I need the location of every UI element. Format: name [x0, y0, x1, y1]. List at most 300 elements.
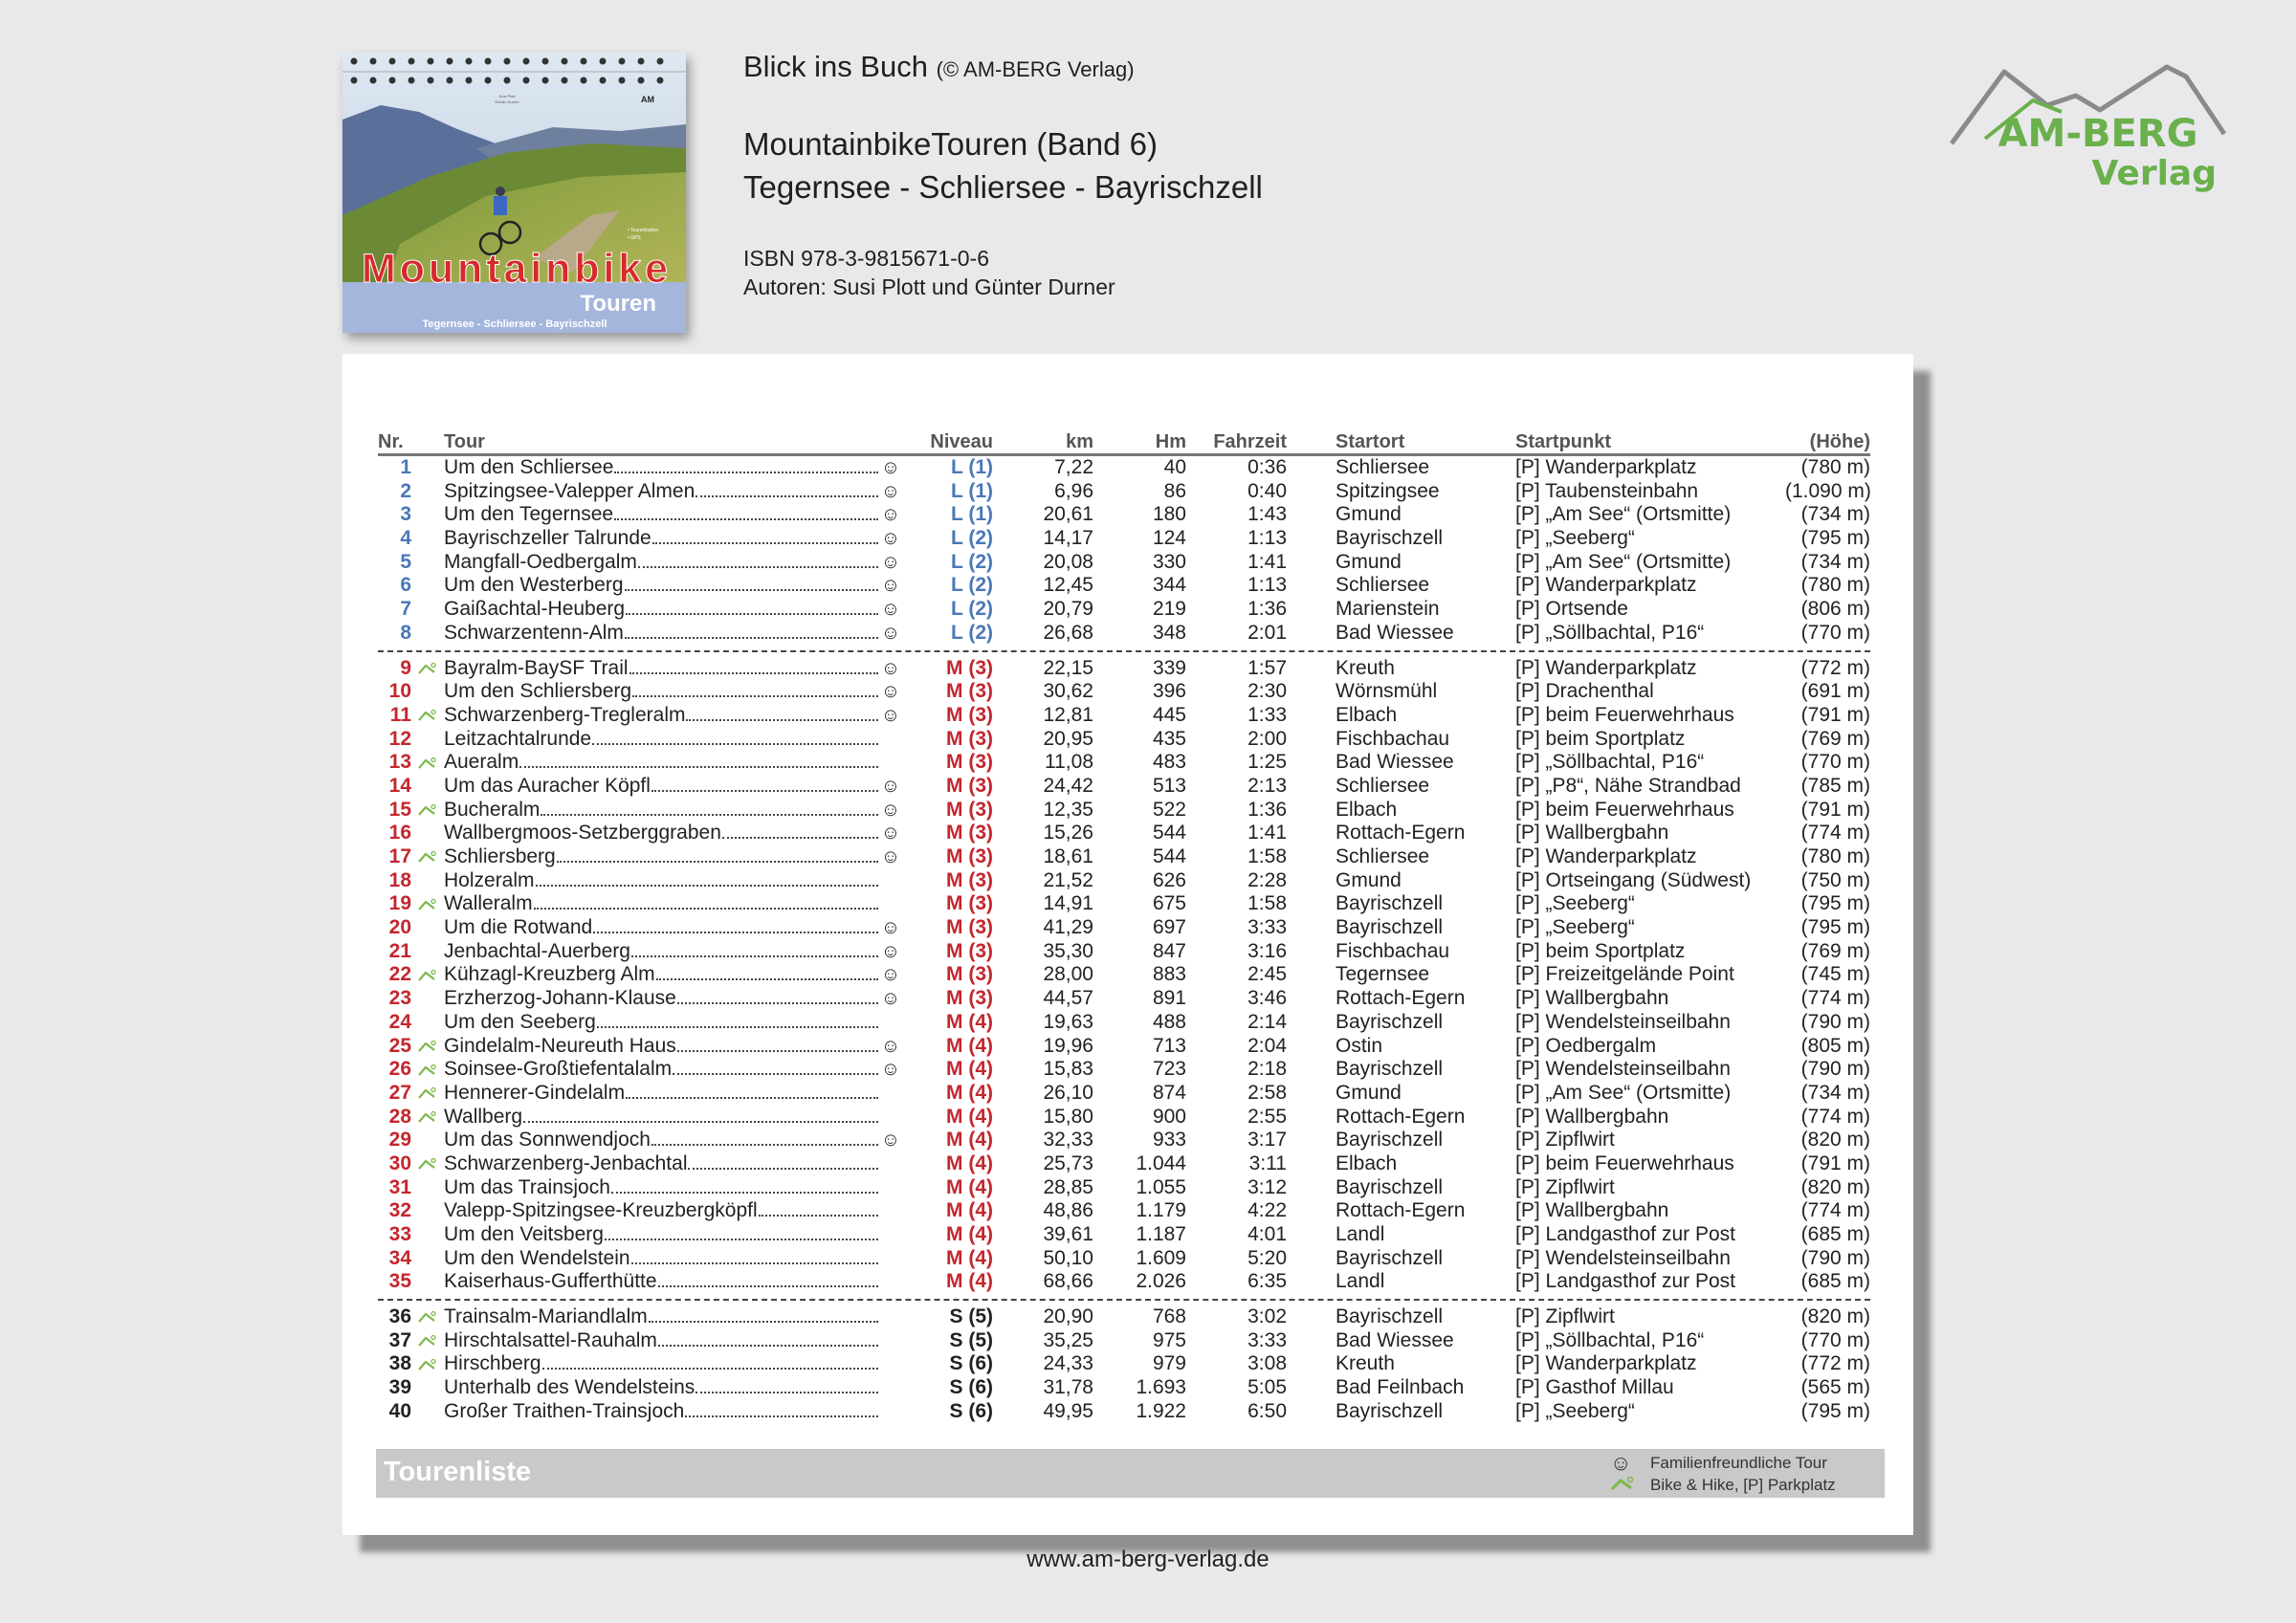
elevation-hm: 396: [1152, 680, 1186, 703]
distance-km: 26,10: [1043, 1081, 1093, 1104]
niveau: M (4): [946, 1129, 993, 1151]
dot-leader: [536, 885, 878, 887]
section-title: Tourenliste: [384, 1457, 532, 1487]
dot-leader: [651, 790, 878, 792]
dot-leader: [557, 861, 878, 863]
tour-name[interactable]: Unterhalb des Wendelsteins: [444, 1376, 695, 1399]
start-point: [P] Wanderparkplatz: [1515, 574, 1697, 597]
smiley-icon: ☺: [880, 504, 901, 526]
table-row[interactable]: [378, 728, 1870, 752]
bike-hike-icon: [411, 662, 444, 675]
distance-km: 20,61: [1043, 503, 1093, 526]
copyright-note: (© AM-BERG Verlag): [936, 57, 1135, 81]
ride-time: 1:13: [1247, 574, 1287, 597]
start-town: Rottach-Egern: [1336, 1199, 1466, 1222]
tour-name[interactable]: Um den Wendelstein: [444, 1246, 630, 1269]
tour-name-cell: [444, 1035, 880, 1059]
elevation-hm: 626: [1152, 868, 1186, 891]
elevation-hm: 847: [1152, 939, 1186, 962]
niveau: S (6): [949, 1376, 993, 1399]
tour-name[interactable]: Hirschtalsattel-Rauhalm: [444, 1328, 657, 1351]
dot-leader: [614, 518, 878, 520]
niveau: M (4): [946, 1058, 993, 1081]
tour-name[interactable]: Um den Schliersee: [444, 456, 614, 478]
tour-name[interactable]: Um den Schliersberg: [444, 680, 632, 703]
ride-time: 1:36: [1247, 598, 1287, 621]
start-point: [P] beim Feuerwehrhaus: [1515, 703, 1734, 726]
ride-time: 1:58: [1247, 892, 1287, 915]
start-point: [P] Wallbergbahn: [1515, 987, 1669, 1010]
tour-name-cell: [444, 775, 880, 799]
start-altitude: (790 m): [1800, 1058, 1870, 1081]
tour-name[interactable]: Um den Westerberg: [444, 574, 624, 597]
tour-number: 29: [388, 1129, 411, 1151]
col-header-km: km: [1066, 431, 1093, 452]
tour-name[interactable]: Hirschberg: [444, 1352, 541, 1375]
tour-name-cell: [444, 799, 880, 822]
cover-region: Tegernsee - Schliersee - Bayrischzell: [422, 318, 607, 330]
niveau: S (6): [949, 1399, 993, 1422]
elevation-hm: 219: [1152, 598, 1186, 621]
start-town: Gmund: [1336, 503, 1402, 526]
tour-name[interactable]: Spitzingsee-Valepper Almen: [444, 479, 695, 502]
legend-family: Familienfreundliche Tour: [1650, 1454, 1827, 1472]
niveau: M (3): [946, 751, 993, 774]
start-altitude: (774 m): [1800, 987, 1870, 1010]
tour-name[interactable]: Wallbergmoos-Setzberggraben: [444, 822, 721, 844]
distance-km: 18,61: [1043, 845, 1093, 867]
start-altitude: (774 m): [1800, 822, 1870, 844]
ride-time: 1:13: [1247, 527, 1287, 550]
start-town: Wörnsmühl: [1336, 680, 1438, 703]
smiley-icon: ☺: [880, 599, 901, 621]
smiley-icon: ☺: [880, 1035, 901, 1057]
smiley-icon: ☺: [880, 775, 901, 797]
col-header-fahrzeit: Fahrzeit: [1213, 431, 1287, 452]
start-altitude: (780 m): [1800, 845, 1870, 867]
table-row[interactable]: [378, 657, 1870, 681]
table-row[interactable]: [378, 456, 1870, 480]
distance-km: 20,08: [1043, 550, 1093, 573]
start-town: Bayrischzell: [1336, 892, 1444, 915]
distance-km: 12,81: [1043, 703, 1093, 726]
bike-hike-icon: [411, 803, 444, 817]
niveau: M (3): [946, 703, 993, 726]
tour-number: 17: [388, 845, 411, 867]
elevation-hm: 933: [1152, 1129, 1186, 1151]
table-row[interactable]: [378, 1106, 1870, 1130]
niveau: M (3): [946, 845, 993, 867]
smiley-icon: ☺: [880, 622, 901, 644]
start-altitude: (770 m): [1800, 1328, 1870, 1351]
distance-km: 49,95: [1043, 1399, 1093, 1422]
table-row[interactable]: [378, 1152, 1870, 1176]
table-row[interactable]: [378, 1223, 1870, 1247]
start-point: [P] beim Sportplatz: [1515, 939, 1686, 962]
start-town: Rottach-Egern: [1336, 987, 1466, 1010]
dot-leader: [534, 908, 878, 910]
tour-name-cell: [444, 527, 880, 551]
tour-name[interactable]: Schwarzentenn-Alm: [444, 621, 624, 644]
tour-number: 22: [388, 963, 411, 986]
table-row[interactable]: [378, 680, 1870, 704]
col-header-nr: Nr.: [378, 431, 404, 452]
blick-ins-buch-heading: [743, 50, 1135, 84]
tour-number: 38: [388, 1352, 411, 1375]
dot-leader: [631, 1262, 878, 1264]
book-title: MountainbikeTouren (Band 6): [743, 126, 1158, 162]
tour-number: 40: [388, 1399, 411, 1422]
dot-leader: [626, 1097, 878, 1099]
tour-number: 19: [388, 892, 411, 915]
tour-name-cell: [444, 1223, 880, 1247]
tour-number: 39: [388, 1376, 411, 1399]
dot-leader: [651, 1144, 878, 1146]
start-town: Spitzingsee: [1336, 479, 1440, 502]
niveau: M (3): [946, 798, 993, 821]
tour-name[interactable]: Kühzagl-Kreuzberg Alm: [444, 963, 655, 986]
elevation-hm: 513: [1152, 774, 1186, 797]
tour-name[interactable]: Gaißachtal-Heuberg: [444, 598, 626, 621]
elevation-hm: 979: [1152, 1352, 1186, 1375]
tour-number: 14: [388, 774, 411, 797]
elevation-hm: 891: [1152, 987, 1186, 1010]
table-row[interactable]: [378, 480, 1870, 504]
tour-number: 23: [388, 987, 411, 1010]
tour-name-cell: [444, 963, 880, 987]
tour-name[interactable]: Um den Tegernsee: [444, 503, 614, 526]
tour-number: 35: [388, 1270, 411, 1293]
table-row[interactable]: [378, 598, 1870, 622]
niveau: L (2): [951, 598, 993, 621]
start-town: Elbach: [1336, 703, 1398, 726]
tour-number: 24: [388, 1010, 411, 1033]
niveau: M (4): [946, 1246, 993, 1269]
start-point: [P] „Seeberg“: [1515, 1399, 1635, 1422]
tour-name[interactable]: Holzeralm: [444, 868, 535, 891]
dot-leader: [632, 695, 878, 697]
elevation-hm: 723: [1152, 1058, 1186, 1081]
start-town: Bayrischzell: [1336, 1305, 1444, 1328]
tour-name[interactable]: Um das Auracher Köpfl: [444, 774, 651, 797]
table-row[interactable]: [378, 1011, 1870, 1035]
table-row[interactable]: [378, 1199, 1870, 1223]
start-town: Schliersee: [1336, 774, 1430, 797]
tour-name[interactable]: Um das Trainsjoch: [444, 1175, 610, 1198]
elevation-hm: 445: [1152, 703, 1186, 726]
start-point: [P] Landgasthof zur Post: [1515, 1223, 1735, 1245]
start-altitude: (820 m): [1800, 1129, 1870, 1151]
tour-name[interactable]: Gindelalm-Neureuth Haus: [444, 1034, 676, 1057]
start-town: Gmund: [1336, 1081, 1402, 1104]
logo-mountain-icon: [1947, 53, 2234, 206]
book-region: Tegernsee - Schliersee - Bayrischzell: [743, 169, 1263, 205]
bike-hike-icon: [411, 1040, 444, 1053]
niveau: M (3): [946, 822, 993, 844]
elevation-hm: 2.026: [1136, 1270, 1186, 1293]
tour-name-cell: [444, 1082, 880, 1106]
tour-name[interactable]: Hennerer-Gindelalm: [444, 1081, 626, 1104]
ride-time: 2:04: [1247, 1034, 1287, 1057]
tour-name[interactable]: Um den Veitsberg: [444, 1223, 604, 1245]
tour-name[interactable]: Erzherzog-Johann-Klause: [444, 987, 676, 1010]
distance-km: 48,86: [1043, 1199, 1093, 1222]
table-row[interactable]: [378, 1058, 1870, 1082]
tour-name[interactable]: Trainsalm-Mariandlalm: [444, 1305, 648, 1328]
start-altitude: (685 m): [1800, 1270, 1870, 1293]
tour-number: 20: [388, 916, 411, 939]
dot-leader: [626, 613, 878, 615]
niveau: M (4): [946, 1105, 993, 1128]
start-point: [P] „Am See“ (Ortsmitte): [1515, 503, 1732, 526]
table-row[interactable]: [378, 1329, 1870, 1353]
start-altitude: (780 m): [1800, 456, 1870, 478]
bike-hike-icon: [411, 1064, 444, 1077]
table-row[interactable]: [378, 1305, 1870, 1329]
table-row[interactable]: [378, 1352, 1870, 1376]
tour-name[interactable]: Aueralm: [444, 751, 519, 774]
table-row[interactable]: [378, 1247, 1870, 1271]
col-header-hm: Hm: [1155, 431, 1186, 452]
table-row[interactable]: [378, 527, 1870, 551]
table-row[interactable]: [378, 869, 1870, 893]
tour-name[interactable]: Mangfall-Oedbergalm: [444, 550, 637, 573]
table-row[interactable]: [378, 963, 1870, 987]
tour-name-cell: [444, 1352, 880, 1376]
tour-name[interactable]: Schwarzenberg-Tregleralm: [444, 703, 686, 726]
table-row[interactable]: [378, 940, 1870, 964]
start-altitude: (780 m): [1800, 574, 1870, 597]
table-row[interactable]: [378, 751, 1870, 775]
dot-leader: [759, 1215, 878, 1217]
cover-author1: Susi Plott: [498, 94, 516, 99]
dot-leader: [614, 472, 878, 473]
elevation-hm: 1.922: [1136, 1399, 1186, 1422]
smiley-icon: ☺: [880, 704, 901, 726]
book-cover-image[interactable]: [342, 53, 686, 333]
table-row[interactable]: [378, 1376, 1870, 1400]
start-altitude: (734 m): [1800, 503, 1870, 526]
tour-name-cell: [444, 751, 880, 775]
smiley-icon: ☺: [880, 1059, 901, 1081]
niveau: L (2): [951, 621, 993, 644]
footer-bar: [376, 1449, 1885, 1498]
table-row[interactable]: [378, 845, 1870, 869]
table-row[interactable]: [378, 799, 1870, 822]
table-row[interactable]: [378, 704, 1870, 728]
tour-name[interactable]: Jenbachtal-Auerberg: [444, 939, 630, 962]
table-row[interactable]: [378, 1400, 1870, 1424]
tour-number: 27: [388, 1081, 411, 1104]
table-row[interactable]: [378, 1176, 1870, 1200]
ride-time: 1:43: [1247, 503, 1287, 526]
tour-name[interactable]: Schwarzenberg-Jenbachtal: [444, 1151, 688, 1174]
start-point: [P] „Söllbachtal, P16“: [1515, 1328, 1705, 1351]
ride-time: 5:20: [1247, 1246, 1287, 1269]
start-point: [P] Zipflwirt: [1515, 1305, 1615, 1328]
tour-number: 15: [388, 798, 411, 821]
dot-leader: [523, 1121, 878, 1123]
start-point: [P] Wendelsteinseilbahn: [1515, 1010, 1731, 1033]
tour-name-cell: [444, 456, 880, 480]
dot-leader: [611, 1192, 878, 1194]
start-point: [P] beim Feuerwehrhaus: [1515, 798, 1734, 821]
distance-km: 35,25: [1043, 1328, 1093, 1351]
niveau: M (3): [946, 774, 993, 797]
website-link[interactable]: www.am-berg-verlag.de: [1027, 1546, 1269, 1572]
tour-name[interactable]: Großer Traithen-Trainsjoch: [444, 1399, 685, 1422]
start-altitude: (805 m): [1800, 1034, 1870, 1057]
niveau: M (3): [946, 868, 993, 891]
elevation-hm: 435: [1152, 727, 1186, 750]
ride-time: 2:55: [1247, 1105, 1287, 1128]
table-row[interactable]: [378, 551, 1870, 575]
start-point: [P] „Seeberg“: [1515, 527, 1635, 550]
start-town: Elbach: [1336, 798, 1398, 821]
ride-time: 3:08: [1247, 1352, 1287, 1375]
tour-name[interactable]: Walleralm: [444, 892, 533, 915]
tour-name-cell: [444, 574, 880, 598]
start-town: Bad Wiessee: [1336, 751, 1454, 774]
tour-name-cell: [444, 680, 880, 704]
dot-leader: [695, 1392, 878, 1393]
tour-name[interactable]: Soinsee-Großtiefentalalm: [444, 1058, 673, 1081]
table-row[interactable]: [378, 916, 1870, 940]
table-row[interactable]: [378, 775, 1870, 799]
distance-km: 44,57: [1043, 987, 1093, 1010]
cover-artwork: [342, 53, 686, 333]
group-divider: [378, 646, 1870, 657]
niveau: M (4): [946, 1151, 993, 1174]
distance-km: 28,85: [1043, 1175, 1093, 1198]
tour-number: 37: [388, 1328, 411, 1351]
bike-hike-icon: [411, 1334, 444, 1348]
table-row[interactable]: [378, 503, 1870, 527]
start-altitude: (691 m): [1800, 680, 1870, 703]
start-point: [P] Freizeitgelände Point: [1515, 963, 1734, 986]
tour-name[interactable]: Bucheralm: [444, 798, 541, 821]
distance-km: 15,80: [1043, 1105, 1093, 1128]
table-row[interactable]: [378, 892, 1870, 916]
tour-name-cell: [444, 822, 880, 845]
smiley-icon: ☺: [880, 799, 901, 821]
distance-km: 26,68: [1043, 621, 1093, 644]
table-row[interactable]: [378, 1082, 1870, 1106]
start-point: [P] „Am See“ (Ortsmitte): [1515, 550, 1732, 573]
ride-time: 6:35: [1247, 1270, 1287, 1293]
tour-number: 10: [388, 680, 411, 703]
tour-name-cell: [444, 1305, 880, 1329]
tour-name[interactable]: Schliersberg: [444, 845, 556, 867]
tour-name[interactable]: Leitzachtalrunde: [444, 727, 592, 750]
tour-name[interactable]: Um das Sonnwendjoch: [444, 1129, 651, 1151]
tour-number: 3: [400, 503, 411, 526]
table-row[interactable]: [378, 822, 1870, 845]
start-town: Bayrischzell: [1336, 1175, 1444, 1198]
start-altitude: (795 m): [1800, 527, 1870, 550]
ride-time: 4:01: [1247, 1223, 1287, 1245]
start-town: Marienstein: [1336, 598, 1440, 621]
tour-name-cell: [444, 940, 880, 964]
niveau: M (3): [946, 892, 993, 915]
start-point: [P] Ortseingang (Südwest): [1515, 868, 1752, 891]
smiley-icon: ☺: [880, 480, 901, 502]
am-berg-logo[interactable]: [1947, 53, 2234, 206]
tour-name-cell: [444, 1199, 880, 1223]
start-town: Bayrischzell: [1336, 1058, 1444, 1081]
start-town: Bayrischzell: [1336, 1246, 1444, 1269]
dot-leader: [658, 1345, 878, 1347]
bike-hike-icon: [411, 1310, 444, 1324]
elevation-hm: 488: [1152, 1010, 1186, 1033]
table-row[interactable]: [378, 574, 1870, 598]
tour-number: 12: [388, 727, 411, 750]
tour-name[interactable]: Bayralm-BaySF Trail: [444, 656, 629, 679]
tour-name[interactable]: Wallberg: [444, 1105, 523, 1128]
smiley-icon: ☺: [880, 657, 901, 679]
tour-name[interactable]: Valepp-Spitzingsee-Kreuzbergköpfl: [444, 1199, 758, 1222]
ride-time: 3:46: [1247, 987, 1287, 1010]
tour-name[interactable]: Kaiserhaus-Gufferthütte: [444, 1270, 657, 1293]
start-altitude: (734 m): [1800, 1081, 1870, 1104]
ride-time: 1:57: [1247, 656, 1287, 679]
ride-time: 2:45: [1247, 963, 1287, 986]
tour-number: 32: [388, 1199, 411, 1222]
tour-name[interactable]: Bayrischzeller Talrunde: [444, 527, 651, 550]
start-altitude: (806 m): [1800, 598, 1870, 621]
elevation-hm: 1.044: [1136, 1151, 1186, 1174]
start-altitude: (734 m): [1800, 550, 1870, 573]
table-row[interactable]: [378, 987, 1870, 1011]
start-point: [P] „Seeberg“: [1515, 916, 1635, 939]
table-row[interactable]: [378, 622, 1870, 646]
tour-name-cell: [444, 1058, 880, 1082]
start-town: Kreuth: [1336, 1352, 1395, 1375]
tour-name[interactable]: Um den Seeberg: [444, 1010, 596, 1033]
start-town: Ostin: [1336, 1034, 1383, 1057]
dot-leader: [656, 978, 878, 980]
tour-number: 26: [388, 1058, 411, 1081]
table-row[interactable]: [378, 1035, 1870, 1059]
ride-time: 3:33: [1247, 1328, 1287, 1351]
tour-number: 6: [400, 574, 411, 597]
tour-name-cell: [444, 728, 880, 752]
ride-time: 3:02: [1247, 1305, 1287, 1328]
start-town: Schliersee: [1336, 456, 1430, 478]
logo-name: AM-BERG: [1998, 112, 2198, 156]
start-town: Gmund: [1336, 868, 1402, 891]
tour-number: 1: [400, 456, 411, 478]
niveau: M (4): [946, 1010, 993, 1033]
start-point: [P] Gasthof Millau: [1515, 1376, 1674, 1399]
dot-leader: [649, 1321, 878, 1323]
start-altitude: (565 m): [1800, 1376, 1870, 1399]
niveau: L (2): [951, 550, 993, 573]
ride-time: 1:41: [1247, 822, 1287, 844]
table-row[interactable]: [378, 1129, 1870, 1152]
distance-km: 39,61: [1043, 1223, 1093, 1245]
bike-hike-icon: [411, 709, 444, 722]
table-row[interactable]: [378, 1270, 1870, 1294]
tour-name[interactable]: Um die Rotwand: [444, 916, 593, 939]
tour-number: 33: [388, 1223, 411, 1245]
elevation-hm: 544: [1152, 845, 1186, 867]
tour-number: 34: [388, 1246, 411, 1269]
start-town: Kreuth: [1336, 656, 1395, 679]
tour-number: 25: [388, 1034, 411, 1057]
niveau: M (4): [946, 1199, 993, 1222]
smiley-icon: ☺: [880, 846, 901, 867]
